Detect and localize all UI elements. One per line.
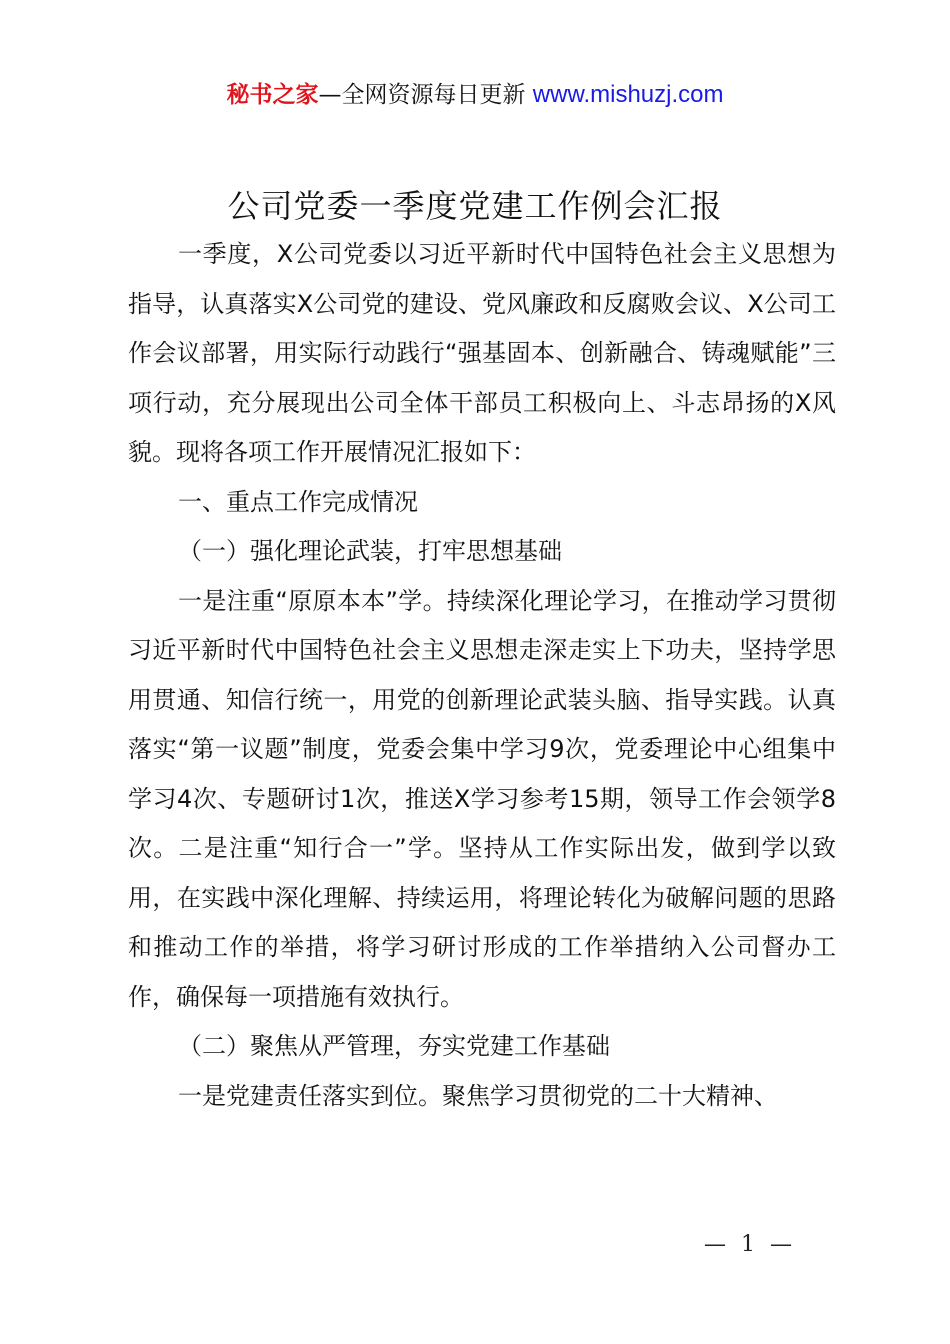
site-slogan: —全网资源每日更新 — [318, 82, 526, 108]
body-paragraph: 一是党建责任落实到位。聚焦学习贯彻党的二十大精神、 — [178, 1081, 778, 1110]
body-paragraph: 一是注重“原原本本”学。持续深化理论学习，在推动学习贯彻习近平新时代中国特色社会主义思想走深走实上下功夫，坚持学思用贯通、知信行统一，用党的创新理论武装头脑、指导实践。认真落实“第一议题”制度，党委会集中学习9次，党委理论中心组集中学习4次、专题研讨1次，推送X学习参考15期，领导工作会领学8次。二是注重“知行合一”学。坚持从工作实际出发，做到学以致用，在实践中深化理解、持续运用，将理论转化为破解问题的思路和推动工作的举措，将学习研讨形成的工作举措纳入公司督办工作，确保每一项措施有效执行。 — [128, 586, 836, 1011]
page-number: — 1 — — [704, 1232, 796, 1257]
site-brand: 秘书之家 — [226, 82, 319, 108]
document-title: 公司党委一季度党建工作例会汇报 — [227, 187, 723, 225]
subsection-heading: （二）聚焦从严管理，夯实党建工作基础 — [178, 1032, 610, 1060]
intro-paragraph: 一季度，X公司党委以习近平新时代中国特色社会主义思想为指导，认真落实X公司党的建设、党风廉政和反腐败会议、X公司工作会议部署，用实际行动践行“强基固本、创新融合、铸魂赋能”三项行动，充分展现出公司全体干部员工积极向上、斗志昂扬的X风貌。现将各项工作开展情况汇报如下： — [128, 240, 836, 466]
section-heading: 一、重点工作完成情况 — [178, 487, 418, 516]
document-body — [128, 230, 836, 1121]
subsection-heading: （一）强化理论武装，打牢思想基础 — [178, 537, 562, 565]
site-url-link[interactable]: www.mishuzj.com — [532, 81, 724, 108]
site-header — [0, 78, 950, 112]
